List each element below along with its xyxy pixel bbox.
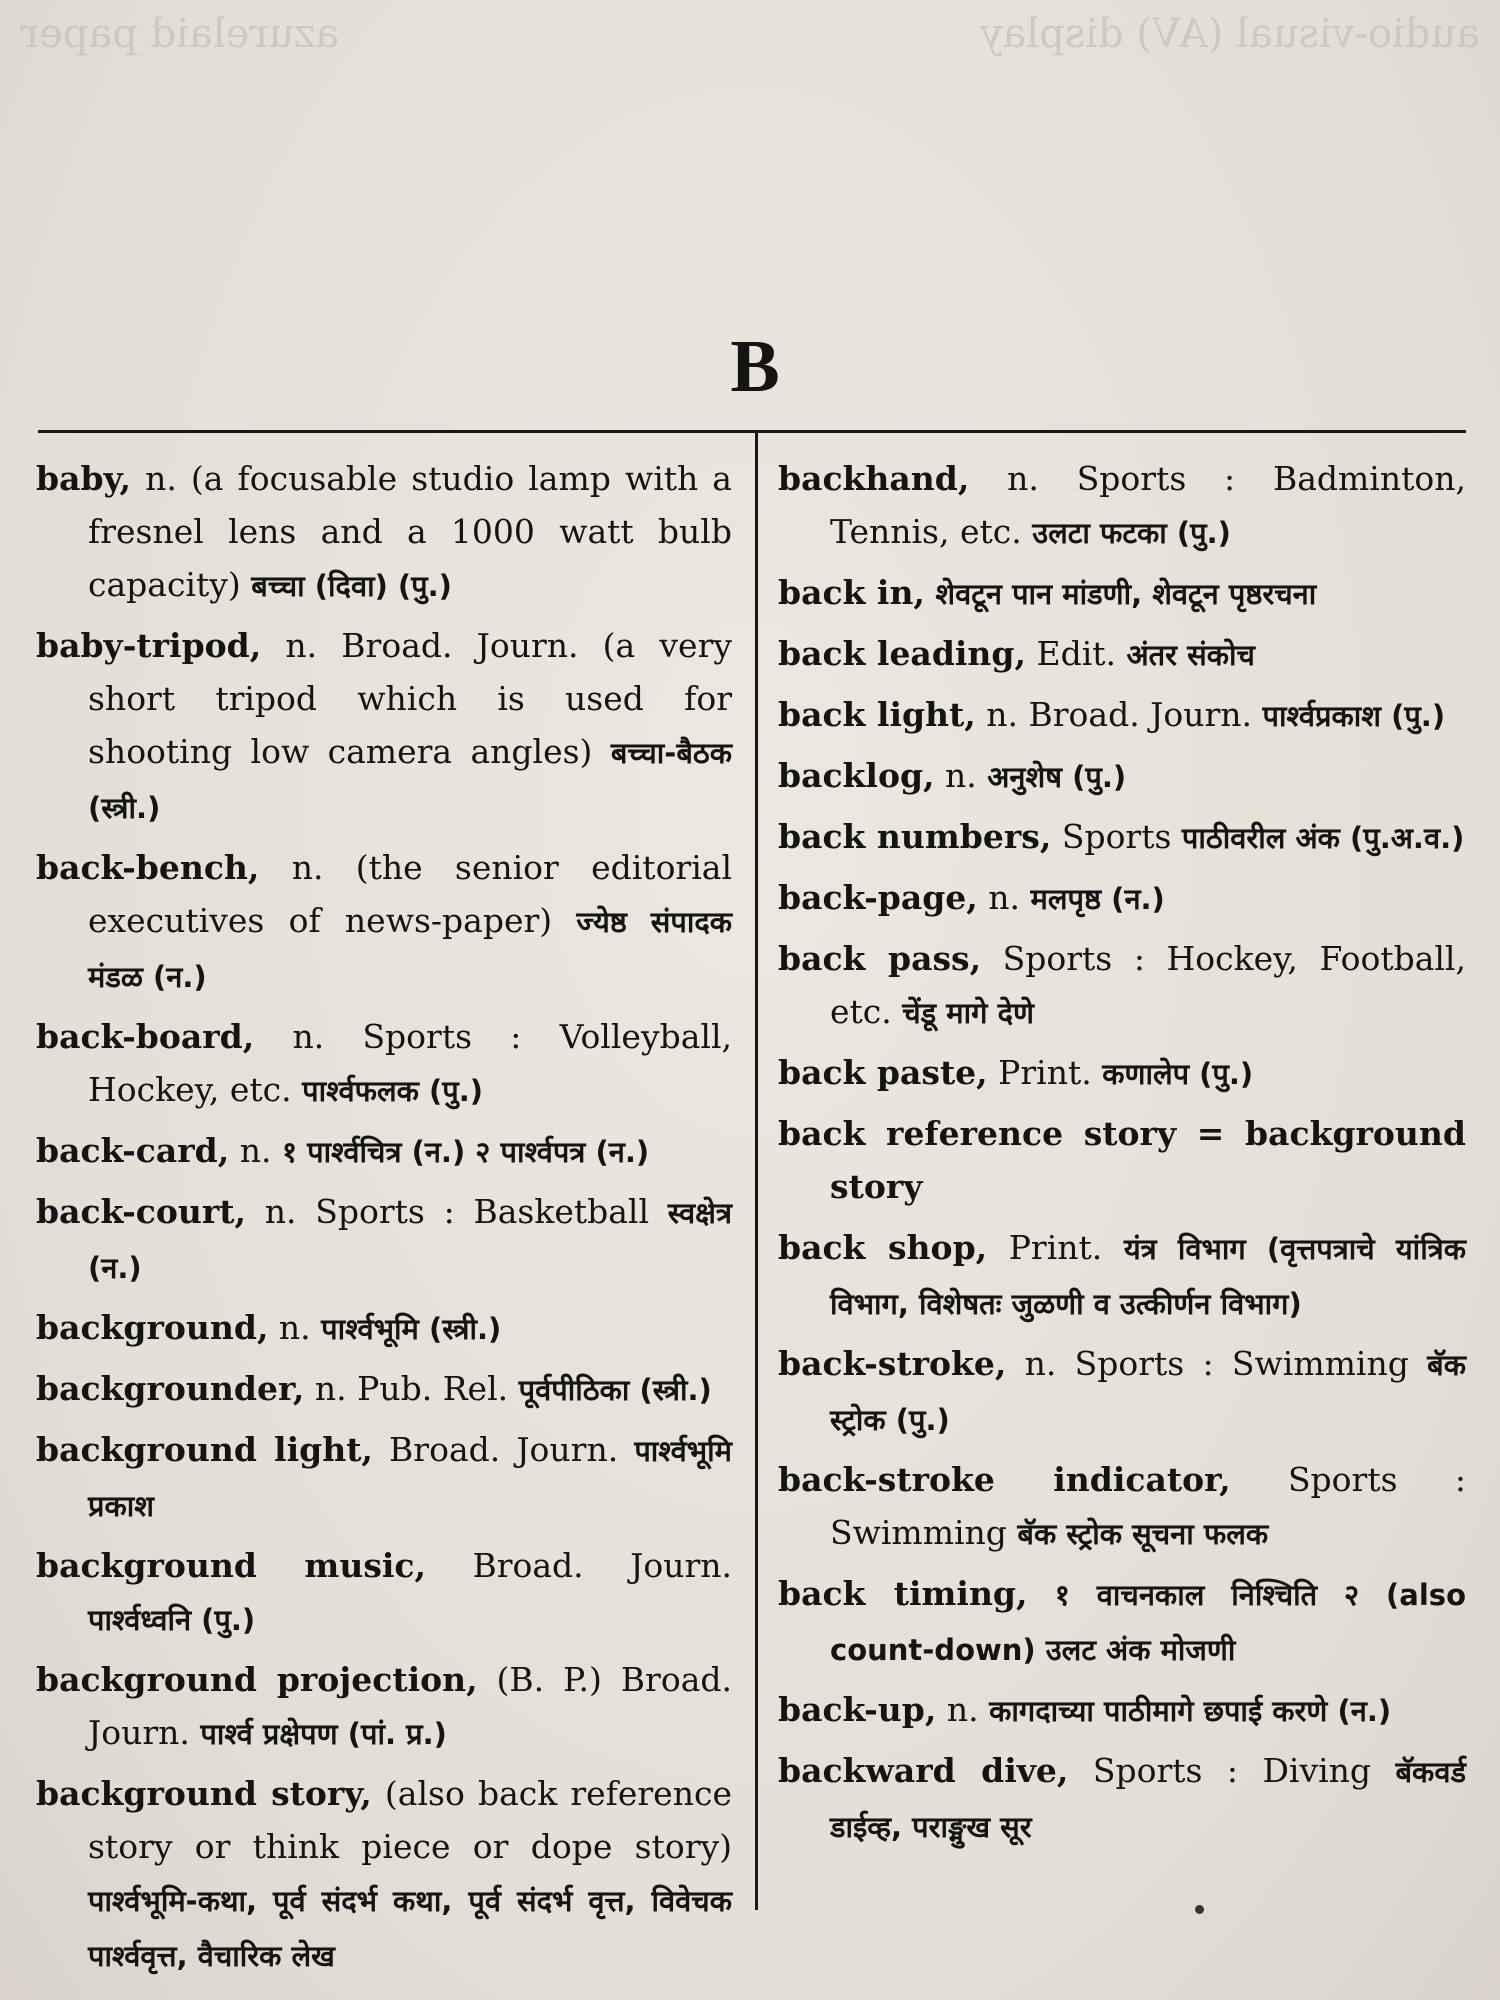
marathi-gloss: पार्श्वप्रकाश (पु.) [1262, 699, 1446, 733]
definition-text: n. Sports : Volleyball, Hockey, etc. [88, 1017, 732, 1109]
dictionary-entry [36, 1653, 732, 1761]
dictionary-entry [778, 688, 1466, 743]
definition-text [1028, 1574, 1055, 1613]
dictionary-entry [36, 452, 732, 613]
headword: back shop, [778, 1228, 988, 1267]
headword: baby-tripod, [36, 626, 262, 665]
dictionary-entry [778, 810, 1466, 865]
definition-text [925, 573, 936, 612]
left-column [36, 452, 732, 1989]
headword: back-stroke, [778, 1344, 1007, 1383]
definition-text: Broad. Journ. [426, 1546, 732, 1585]
definition-text: Broad. Journ. [372, 1430, 635, 1469]
marathi-gloss: कणालेप (पु.) [1102, 1057, 1254, 1091]
headword: back-page, [778, 878, 978, 917]
dictionary-entry [36, 1185, 732, 1295]
marathi-gloss: उलटा फटका (पु.) [1032, 516, 1231, 550]
marathi-gloss: चेंडू मागे देणे [902, 996, 1034, 1030]
dictionary-entry [778, 1744, 1466, 1854]
marathi-gloss: बच्चा (दिवा) (पु.) [251, 569, 452, 603]
definition-text: Sports : Diving [1068, 1751, 1396, 1790]
dictionary-entry [36, 1010, 732, 1118]
dictionary-entry [778, 566, 1466, 621]
dictionary-entry [778, 1337, 1466, 1447]
marathi-gloss: पाठीवरील अंक (पु.अ.व.) [1181, 821, 1465, 855]
definition-text: n. [229, 1131, 282, 1170]
marathi-gloss: पार्श्वभूमि (स्त्री.) [321, 1312, 502, 1346]
dictionary-entry [778, 1683, 1466, 1738]
marathi-gloss: यंत्र विभाग (वृत्तपत्राचे यांत्रिक विभाग, विशेषतः जुळणी व उत्कीर्णन विभाग) [830, 1232, 1466, 1321]
headword: background light, [36, 1430, 373, 1469]
dictionary-entry [36, 1301, 732, 1356]
marathi-gloss: बच्चा-बैठक (स्त्री.) [88, 736, 732, 825]
definition-text: Sports [1051, 817, 1182, 856]
headword: backward dive, [778, 1751, 1069, 1790]
dictionary-entry [36, 619, 732, 835]
dictionary-entry [778, 1221, 1466, 1331]
definition-text: n. Broad. Journ. [975, 695, 1263, 734]
dictionary-entry [36, 841, 732, 1004]
headword: baby, [36, 459, 132, 498]
definition-text: n. Sports : Badminton, Tennis, etc. [830, 459, 1466, 551]
definition-text: Sports : Swimming [830, 1460, 1467, 1552]
headword: back-court, [36, 1192, 246, 1231]
headword: backhand, [778, 459, 970, 498]
marathi-gloss: बॅक स्ट्रोक (पु.) [830, 1348, 1466, 1437]
dictionary-entry [36, 1362, 732, 1417]
headword: background story, [36, 1774, 372, 1813]
marathi-gloss: पार्श्वभूमि-कथा, पूर्व संदर्भ कथा, पूर्व संदर्भ वृत्त, विवेचक पार्श्ववृत्त, वैचारिक लेख [88, 1884, 732, 1973]
column-divider [755, 432, 758, 1910]
definition-text: n. Sports : Swimming [1006, 1344, 1428, 1383]
top-rule [38, 430, 1466, 433]
headword: backlog, [778, 756, 935, 795]
dictionary-entry [778, 1107, 1466, 1215]
marathi-gloss: १ पार्श्वचित्र (न.) २ पार्श्वपत्र (न.) [281, 1135, 650, 1169]
dictionary-entry [778, 1453, 1466, 1561]
headword: back in, [778, 573, 925, 612]
definition-text: (also back reference story or think piece or dope story) [88, 1774, 732, 1866]
marathi-gloss: अनुशेष (पु.) [987, 760, 1127, 794]
marathi-gloss: पूर्वपीठिका (स्त्री.) [518, 1373, 712, 1407]
marathi-gloss: पार्श्व प्रक्षेपण (पां. प्र.) [200, 1717, 447, 1751]
headword: backgrounder, [36, 1369, 305, 1408]
headword: back light, [778, 695, 976, 734]
ghost-header-right: azurelaid paper [20, 11, 340, 57]
dictionary-entry [778, 749, 1466, 804]
marathi-gloss: अंतर संकोच [1126, 638, 1255, 672]
dictionary-entry [778, 932, 1466, 1040]
definition-text: n. Broad. Journ. (a very short tripod which is used for shooting low camera angles) [88, 626, 732, 771]
headword: background projection, [36, 1660, 478, 1699]
marathi-gloss: बॅकवर्ड डाईव्ह, पराङ्मुख सूर [830, 1755, 1466, 1844]
dictionary-entry [778, 627, 1466, 682]
dictionary-entry [778, 1046, 1466, 1101]
headword: background music, [36, 1546, 427, 1585]
definition-text: (B. P.) Broad. Journ. [88, 1660, 732, 1752]
dictionary-entry [778, 871, 1466, 926]
right-column [778, 452, 1466, 1860]
section-letter: B [730, 326, 780, 408]
definition-text: Print. [987, 1053, 1103, 1092]
headword: back-bench, [36, 848, 260, 887]
definition-text: Edit. [1025, 634, 1127, 673]
dictionary-entry [778, 452, 1466, 560]
headword: back timing, [778, 1574, 1028, 1613]
definition-text: n. Pub. Rel. [304, 1369, 519, 1408]
marathi-gloss: मलपृष्ठ (न.) [1030, 882, 1165, 916]
definition-text: Print. [987, 1228, 1124, 1267]
definition-text: n. [268, 1308, 322, 1347]
headword: back numbers, [778, 817, 1052, 856]
headword: back-board, [36, 1017, 255, 1056]
dictionary-entry [36, 1423, 732, 1533]
definition-text: n. (a focusable studio lamp with a fresnel lens and a 1000 watt bulb capacity) [88, 459, 732, 604]
headword: back reference story = background story [778, 1114, 1466, 1206]
marathi-gloss: शेवटून पान मांडणी, शेवटून पृष्ठरचना [935, 577, 1317, 611]
definition-text: n. (the senior editorial executives of news-paper) [88, 848, 732, 940]
headword: back-up, [778, 1690, 937, 1729]
marathi-gloss: १ वाचनकाल निश्चिति २ (also count-down) उलट अंक मोजणी [830, 1578, 1466, 1667]
headword: background, [36, 1308, 269, 1347]
headword: back paste, [778, 1053, 988, 1092]
bleed-through-header [0, 4, 1500, 64]
ghost-header-left: audio-visual (AV) display [979, 11, 1480, 57]
headword: back pass, [778, 939, 982, 978]
definition-text: n. Sports : Basketball [246, 1192, 668, 1231]
dictionary-entry [36, 1124, 732, 1179]
definition-text: n. [934, 756, 988, 795]
dictionary-entry [778, 1567, 1466, 1677]
marathi-gloss: कागदाच्या पाठीमागे छपाई करणे (न.) [989, 1694, 1392, 1728]
dictionary-entry [36, 1539, 732, 1647]
dictionary-entry [36, 1767, 732, 1983]
marathi-gloss: पार्श्वभूमि प्रकाश [88, 1434, 732, 1523]
marathi-gloss: पार्श्वध्वनि (पु.) [88, 1603, 256, 1637]
definition-text: n. [936, 1690, 990, 1729]
definition-text: Sports : Hockey, Football, etc. [830, 939, 1466, 1031]
definition-text: n. [977, 878, 1031, 917]
headword: back-stroke indicator, [778, 1460, 1231, 1499]
headword: back leading, [778, 634, 1026, 673]
headword: back-card, [36, 1131, 230, 1170]
speck-mark [1195, 1905, 1204, 1914]
marathi-gloss: बॅक स्ट्रोक सूचना फलक [1017, 1517, 1269, 1551]
marathi-gloss: स्वक्षेत्र (न.) [88, 1196, 732, 1285]
marathi-gloss: पार्श्वफलक (पु.) [302, 1074, 483, 1108]
marathi-gloss: ज्येष्ठ संपादक मंडळ (न.) [88, 905, 732, 994]
